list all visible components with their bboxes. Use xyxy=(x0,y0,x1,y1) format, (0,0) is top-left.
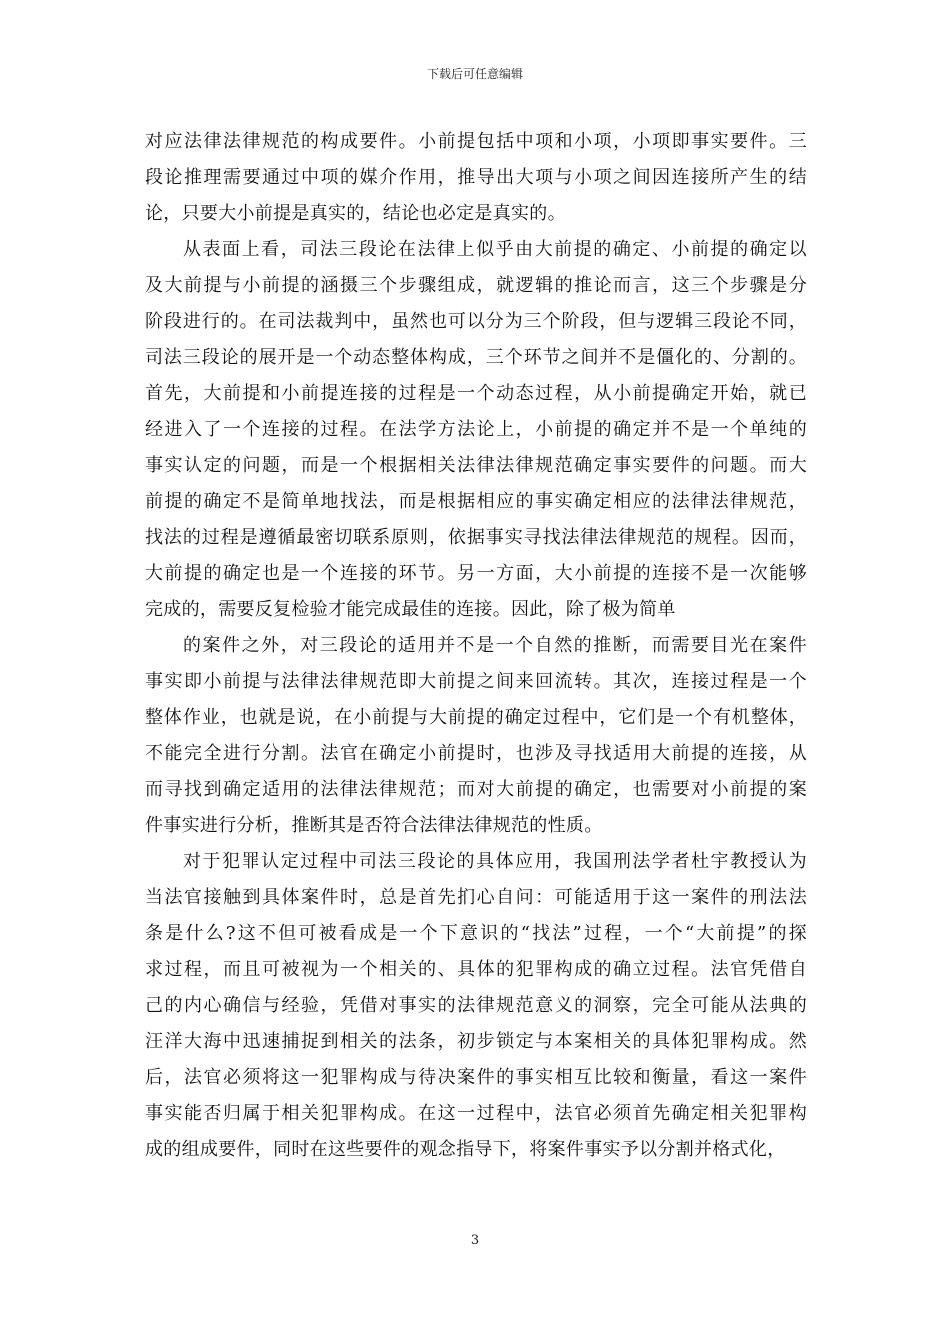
paragraph-line: 而寻找到确定适用的法律法律规范；而对大前提的确定，也需要对小前提的案 xyxy=(145,779,807,800)
paragraph-line: 件事实进行分析，推断其是否符合法律法律规范的性质。 xyxy=(145,815,603,836)
paragraph-line: 前提的确定不是简单地找法，而是根据相应的事实确定相应的法律法律规范， xyxy=(145,491,807,512)
page-number: 3 xyxy=(470,1233,480,1248)
paragraph-line: 首先，大前提和小前提连接的过程是一个动态过程，从小前提确定开始，就已 xyxy=(145,383,807,404)
paragraph-line: 整体作业，也就是说，在小前提与大前提的确定过程中，它们是一个有机整体， xyxy=(145,707,807,728)
paragraph-line: 司法三段论的展开是一个动态整体构成，三个环节之间并不是僵化的、分割的。 xyxy=(145,347,807,368)
paragraph xyxy=(145,628,807,844)
paragraph-line: 完成的，需要反复检验才能完成最佳的连接。因此，除了极为简单 xyxy=(145,599,676,620)
paragraph-line: 对于犯罪认定过程中司法三段论的具体应用，我国刑法学者杜宇教授认为 xyxy=(183,851,807,872)
paragraph-line: 经进入了一个连接的过程。在法学方法论上，小前提的确定并不是一个单纯的 xyxy=(145,419,807,440)
paragraph-line: 从表面上看，司法三段论在法律上似乎由大前提的确定、小前提的确定以 xyxy=(183,239,807,260)
paragraph-line: 后，法官必须将这一犯罪构成与待决案件的事实相互比较和衡量，看这一案件 xyxy=(145,1067,807,1088)
paragraph xyxy=(145,844,807,1168)
paragraph xyxy=(145,232,807,628)
paragraph-line: 对应法律法律规范的构成要件。小前提包括中项和小项，小项即事实要件。三 xyxy=(145,131,807,152)
paragraph-line: 段论推理需要通过中项的媒介作用，推导出大项与小项之间因连接所产生的结 xyxy=(145,167,807,188)
paragraph-line: 成的组成要件，同时在这些要件的观念指导下，将案件事实予以分割并格式化， xyxy=(145,1139,786,1160)
paragraph-line: 的案件之外，对三段论的适用并不是一个自然的推断，而需要目光在案件 xyxy=(183,635,807,656)
page-header: 下载后可任意编辑 xyxy=(426,67,523,81)
paragraph-line: 不能完全进行分割。法官在确定小前提时，也涉及寻找适用大前提的连接，从 xyxy=(145,743,807,764)
paragraph-line: 当法官接触到具体案件时，总是首先扪心自问：可能适用于这一案件的刑法法 xyxy=(145,887,807,908)
paragraph-line: 大前提的确定也是一个连接的环节。另一方面，大小前提的连接不是一次能够 xyxy=(145,563,807,584)
paragraph-line: 阶段进行的。在司法裁判中，虽然也可以分为三个阶段，但与逻辑三段论不同， xyxy=(145,311,807,332)
paragraph-line: 事实认定的问题，而是一个根据相关法律法律规范确定事实要件的问题。而大 xyxy=(145,455,807,476)
paragraph-line: 求过程，而且可被视为一个相关的、具体的犯罪构成的确立过程。法官凭借自 xyxy=(145,959,807,980)
body-text xyxy=(145,124,807,1168)
paragraph-line: 事实即小前提与法律法律规范即大前提之间来回流转。其次，连接过程是一个 xyxy=(145,671,807,692)
paragraph-line: 条是什么?这不但可被看成是一个下意识的“找法”过程，一个“大前提”的探 xyxy=(145,923,807,944)
paragraph xyxy=(145,124,807,232)
paragraph-line: 找法的过程是遵循最密切联系原则，依据事实寻找法律法律规范的规程。因而， xyxy=(145,527,807,548)
paragraph-line: 及大前提与小前提的涵摄三个步骤组成，就逻辑的推论而言，这三个步骤是分 xyxy=(145,275,807,296)
paragraph-line: 汪洋大海中迅速捕捉到相关的法条，初步锁定与本案相关的具体犯罪构成。然 xyxy=(145,1031,807,1052)
paragraph-line: 事实能否归属于相关犯罪构成。在这一过程中，法官必须首先确定相关犯罪构 xyxy=(145,1103,807,1124)
paragraph-line: 论，只要大小前提是真实的，结论也必定是真实的。 xyxy=(145,203,566,224)
paragraph-line: 己的内心确信与经验，凭借对事实的法律规范意义的洞察，完全可能从法典的 xyxy=(145,995,807,1016)
